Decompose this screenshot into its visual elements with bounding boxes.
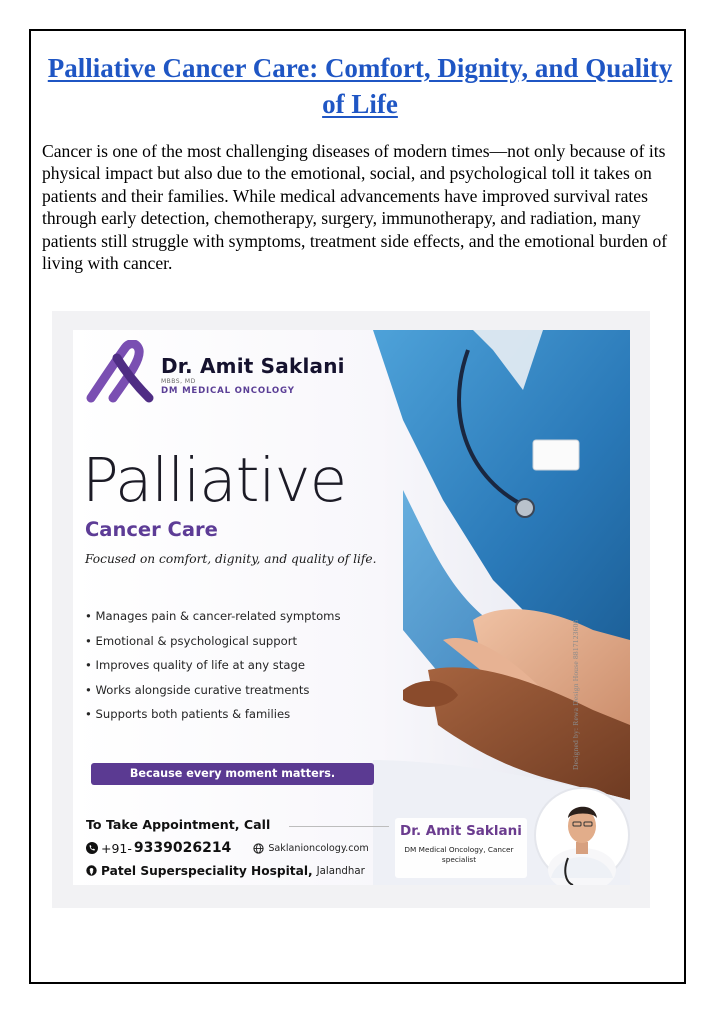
benefit-item: • Works alongside curative treatments: [85, 682, 310, 697]
contact-row: [86, 839, 369, 857]
doctor-degree: MBBS, MD: [161, 378, 196, 385]
tagline-banner: Because every moment matters.: [91, 763, 374, 785]
poster-tagline: Focused on comfort, dignity, and quality of life.: [85, 552, 377, 566]
website-link[interactable]: Saklanioncology.com: [268, 842, 369, 854]
card-doctor-name: Dr. Amit Saklani: [400, 823, 522, 839]
benefit-item: • Supports both patients & families: [85, 707, 291, 722]
poster-headline: Palliative: [82, 445, 347, 516]
phone-icon: [86, 842, 98, 854]
benefits-list: [85, 604, 341, 727]
location-pin-icon: [86, 865, 97, 877]
hospital-row: [86, 862, 365, 880]
poster-subheadline: Cancer Care: [85, 518, 218, 541]
benefit-item: • Emotional & psychological support: [85, 633, 298, 648]
phone-prefix: +91-: [101, 840, 132, 856]
divider: [289, 826, 389, 827]
benefit-item: • Manages pain & cancer-related symptoms: [85, 609, 341, 623]
doctor-specialty: DM MEDICAL ONCOLOGY: [161, 386, 295, 396]
phone-number[interactable]: 9339026214: [133, 840, 232, 856]
hospital-city: Jalandhar: [316, 865, 365, 877]
doctor-name: Dr. Amit Saklani: [161, 354, 345, 378]
document-title[interactable]: Palliative Cancer Care: Comfort, Dignity, and Quality of Life: [47, 53, 673, 119]
awareness-ribbon-icon: [83, 340, 157, 406]
designer-credit-text: Designed by: Rewa Design House 8817123606: [571, 619, 580, 770]
hospital-name: Patel Superspeciality Hospital,: [101, 864, 313, 878]
appointment-label: To Take Appointment, Call: [86, 817, 271, 832]
benefit-item: • Improves quality of life at any stage: [85, 658, 305, 673]
card-doctor-role: DM Medical Oncology, Cancer specialist: [404, 845, 514, 864]
intro-paragraph: Cancer is one of the most challenging diseases of modern times—not only because of its physical impact but also due to the emotional, social, and psychological toll it takes on patients and their families. While medical advancements have improved survival rates through early detection, chemotherapy, surgery, immunotherapy, and radiation, many patients still struggle with symptoms, treatment side effects, and the emotional burden of living with cancer.: [42, 141, 668, 274]
palliative-care-poster: [73, 330, 630, 885]
globe-icon: [253, 843, 264, 854]
